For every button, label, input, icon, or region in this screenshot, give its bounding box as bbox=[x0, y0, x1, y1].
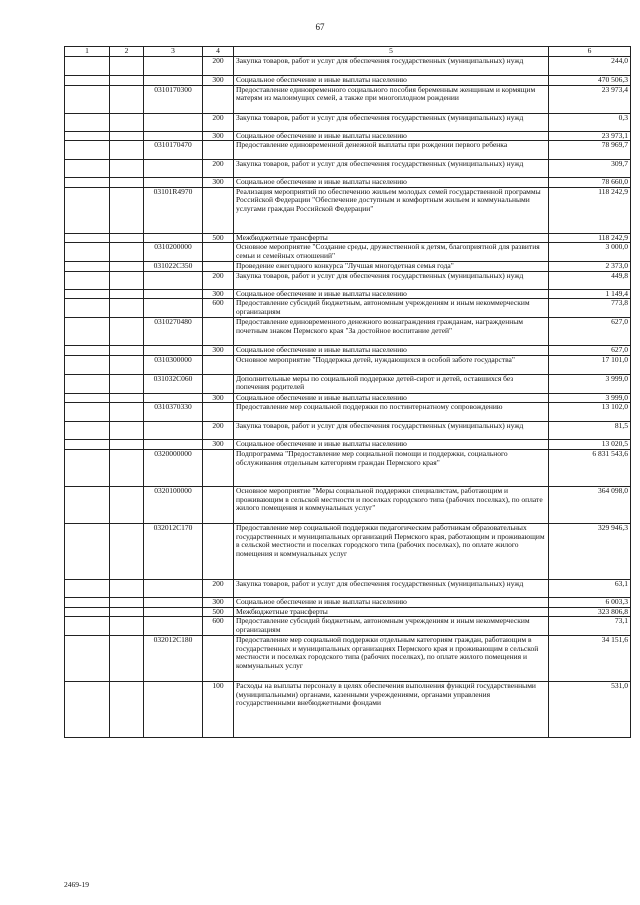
col2-cell bbox=[110, 318, 144, 346]
table-row bbox=[65, 85, 631, 113]
description-cell: Расходы на выплаты персоналу в целях обеспечения выполнения функций государственными (муниципальными) органами, казенными учреждениями, органами управления государственными внебюджетными фондами bbox=[234, 682, 549, 738]
amount-cell: 23 973,1 bbox=[549, 131, 631, 141]
table-row bbox=[65, 636, 631, 682]
amount-cell: 0,3 bbox=[549, 113, 631, 131]
expense-type-cell: 200 bbox=[203, 57, 234, 76]
code-cell bbox=[144, 617, 203, 636]
description-cell: Предоставление единовременного социального пособия беременным женщинам и кормящим матерям из малоимущих семей, а также при многоплодном рождении bbox=[234, 85, 549, 113]
col1-cell bbox=[65, 57, 110, 76]
amount-cell: 81,5 bbox=[549, 422, 631, 440]
expense-type-cell bbox=[203, 318, 234, 346]
code-cell: 0310300000 bbox=[144, 355, 203, 374]
table-row bbox=[65, 393, 631, 403]
code-cell bbox=[144, 299, 203, 318]
table-row bbox=[65, 617, 631, 636]
expense-type-cell: 200 bbox=[203, 580, 234, 598]
code-cell: 032012С180 bbox=[144, 636, 203, 682]
expense-type-cell: 300 bbox=[203, 76, 234, 86]
description-cell: Предоставление субсидий бюджетным, автономным учреждениям и иным некоммерческим организациям bbox=[234, 299, 549, 318]
expense-type-cell: 200 bbox=[203, 422, 234, 440]
col2-cell bbox=[110, 440, 144, 450]
header-cell: 3 bbox=[144, 47, 203, 57]
col1-cell bbox=[65, 607, 110, 617]
expense-type-cell bbox=[203, 487, 234, 524]
col2-cell bbox=[110, 524, 144, 580]
code-cell bbox=[144, 598, 203, 608]
description-cell: Предоставление единовременного денежного вознаграждения гражданам, награжденным почетным знаком Пермского края "За достойное воспитание детей" bbox=[234, 318, 549, 346]
col2-cell bbox=[110, 403, 144, 422]
description-cell: Предоставление субсидий бюджетным, автономным учреждениям и иным некоммерческим организациям bbox=[234, 617, 549, 636]
code-cell: 0310370330 bbox=[144, 403, 203, 422]
expense-type-cell bbox=[203, 355, 234, 374]
code-cell: 0320000000 bbox=[144, 450, 203, 487]
amount-cell: 627,0 bbox=[549, 318, 631, 346]
description-cell: Закупка товаров, работ и услуг для обеспечения государственных (муниципальных) нужд bbox=[234, 580, 549, 598]
description-cell: Социальное обеспечение и иные выплаты населению bbox=[234, 76, 549, 86]
description-cell: Социальное обеспечение и иные выплаты населению bbox=[234, 598, 549, 608]
amount-cell: 17 101,0 bbox=[549, 355, 631, 374]
expense-type-cell: 300 bbox=[203, 346, 234, 356]
code-cell bbox=[144, 346, 203, 356]
col2-cell bbox=[110, 374, 144, 393]
table-row bbox=[65, 403, 631, 422]
header-cell: 6 bbox=[549, 47, 631, 57]
table-header-row bbox=[65, 47, 631, 57]
col2-cell bbox=[110, 289, 144, 299]
code-cell: 0310170300 bbox=[144, 85, 203, 113]
code-cell bbox=[144, 160, 203, 178]
code-cell bbox=[144, 289, 203, 299]
amount-cell: 470 506,3 bbox=[549, 76, 631, 86]
description-cell: Закупка товаров, работ и услуг для обеспечения государственных (муниципальных) нужд bbox=[234, 113, 549, 131]
expense-type-cell: 600 bbox=[203, 299, 234, 318]
col2-cell bbox=[110, 422, 144, 440]
table-row bbox=[65, 178, 631, 188]
code-cell: 03101R4970 bbox=[144, 187, 203, 233]
amount-cell: 3 000,0 bbox=[549, 243, 631, 262]
amount-cell: 449,8 bbox=[549, 271, 631, 289]
col1-cell bbox=[65, 178, 110, 188]
col2-cell bbox=[110, 487, 144, 524]
col2-cell bbox=[110, 607, 144, 617]
page-number: 67 bbox=[315, 22, 325, 32]
description-cell: Основное мероприятие "Меры социальной поддержки специалистам, работающим и проживающим в сельской местности и поселках городского типа (рабочих поселках), по оплате жилого помещения и коммунальных услуг" bbox=[234, 487, 549, 524]
amount-cell: 323 806,8 bbox=[549, 607, 631, 617]
table-row bbox=[65, 243, 631, 262]
table-row bbox=[65, 440, 631, 450]
description-cell: Социальное обеспечение и иные выплаты населению bbox=[234, 393, 549, 403]
expense-type-cell bbox=[203, 243, 234, 262]
table-row bbox=[65, 160, 631, 178]
code-cell: 031032С060 bbox=[144, 374, 203, 393]
col2-cell bbox=[110, 393, 144, 403]
col2-cell bbox=[110, 598, 144, 608]
amount-cell: 3 999,0 bbox=[549, 393, 631, 403]
code-cell: 0310270480 bbox=[144, 318, 203, 346]
col2-cell bbox=[110, 262, 144, 272]
code-cell bbox=[144, 607, 203, 617]
col2-cell bbox=[110, 113, 144, 131]
col1-cell bbox=[65, 85, 110, 113]
amount-cell: 13 020,5 bbox=[549, 440, 631, 450]
budget-table bbox=[64, 46, 631, 738]
description-cell: Социальное обеспечение и иные выплаты населению bbox=[234, 289, 549, 299]
col2-cell bbox=[110, 187, 144, 233]
code-cell bbox=[144, 393, 203, 403]
col2-cell bbox=[110, 450, 144, 487]
table-row bbox=[65, 299, 631, 318]
col1-cell bbox=[65, 355, 110, 374]
expense-type-cell bbox=[203, 187, 234, 233]
code-cell bbox=[144, 113, 203, 131]
table-row bbox=[65, 607, 631, 617]
description-cell: Межбюджетные трансферты bbox=[234, 607, 549, 617]
table-row bbox=[65, 57, 631, 76]
table-row bbox=[65, 524, 631, 580]
header-cell: 4 bbox=[203, 47, 234, 57]
col1-cell bbox=[65, 346, 110, 356]
code-cell bbox=[144, 76, 203, 86]
expense-type-cell bbox=[203, 85, 234, 113]
header-cell: 2 bbox=[110, 47, 144, 57]
col2-cell bbox=[110, 57, 144, 76]
amount-cell: 6 003,3 bbox=[549, 598, 631, 608]
code-cell bbox=[144, 178, 203, 188]
description-cell: Реализация мероприятий по обеспечению жильем молодых семей государственной программы Российской Федерации "Обеспечение доступным и комфортным жильем и коммунальными услугами граждан Российской Федерации" bbox=[234, 187, 549, 233]
col1-cell bbox=[65, 450, 110, 487]
col1-cell bbox=[65, 598, 110, 608]
description-cell: Закупка товаров, работ и услуг для обеспечения государственных (муниципальных) нужд bbox=[234, 57, 549, 76]
col2-cell bbox=[110, 131, 144, 141]
expense-type-cell bbox=[203, 524, 234, 580]
col2-cell bbox=[110, 141, 144, 160]
amount-cell: 6 831 543,6 bbox=[549, 450, 631, 487]
expense-type-cell: 200 bbox=[203, 271, 234, 289]
table-row bbox=[65, 355, 631, 374]
col1-cell bbox=[65, 289, 110, 299]
expense-type-cell bbox=[203, 141, 234, 160]
table-row bbox=[65, 682, 631, 738]
footer-code: 2469-19 bbox=[64, 880, 89, 889]
col2-cell bbox=[110, 178, 144, 188]
amount-cell: 329 946,3 bbox=[549, 524, 631, 580]
code-cell bbox=[144, 233, 203, 243]
expense-type-cell: 300 bbox=[203, 131, 234, 141]
amount-cell: 3 999,0 bbox=[549, 374, 631, 393]
amount-cell: 531,0 bbox=[549, 682, 631, 738]
col2-cell bbox=[110, 682, 144, 738]
description-cell: Подпрограмма "Предоставление мер социальной помощи и поддержки, социального обслуживания отдельным категориям граждан Пермского края" bbox=[234, 450, 549, 487]
col1-cell bbox=[65, 524, 110, 580]
table-row bbox=[65, 598, 631, 608]
expense-type-cell: 500 bbox=[203, 233, 234, 243]
amount-cell: 364 098,0 bbox=[549, 487, 631, 524]
col1-cell bbox=[65, 682, 110, 738]
expense-type-cell: 200 bbox=[203, 160, 234, 178]
table-row bbox=[65, 76, 631, 86]
amount-cell: 23 973,4 bbox=[549, 85, 631, 113]
expense-type-cell: 500 bbox=[203, 607, 234, 617]
table-row bbox=[65, 318, 631, 346]
amount-cell: 78 969,7 bbox=[549, 141, 631, 160]
amount-cell: 309,7 bbox=[549, 160, 631, 178]
expense-type-cell: 300 bbox=[203, 289, 234, 299]
expense-type-cell: 100 bbox=[203, 682, 234, 738]
col1-cell bbox=[65, 160, 110, 178]
table-row bbox=[65, 374, 631, 393]
table-row bbox=[65, 141, 631, 160]
expense-type-cell: 300 bbox=[203, 598, 234, 608]
amount-cell: 13 102,0 bbox=[549, 403, 631, 422]
description-cell: Межбюджетные трансферты bbox=[234, 233, 549, 243]
expense-type-cell: 300 bbox=[203, 178, 234, 188]
col1-cell bbox=[65, 131, 110, 141]
table-row bbox=[65, 262, 631, 272]
code-cell bbox=[144, 682, 203, 738]
amount-cell: 244,0 bbox=[549, 57, 631, 76]
amount-cell: 1 149,4 bbox=[549, 289, 631, 299]
description-cell: Основное мероприятие "Создание среды, дружественной к детям, благоприятной для развития семьи и семейных отношений" bbox=[234, 243, 549, 262]
col1-cell bbox=[65, 262, 110, 272]
table-row bbox=[65, 233, 631, 243]
amount-cell: 73,1 bbox=[549, 617, 631, 636]
col2-cell bbox=[110, 346, 144, 356]
col1-cell bbox=[65, 636, 110, 682]
description-cell: Социальное обеспечение и иные выплаты населению bbox=[234, 346, 549, 356]
col1-cell bbox=[65, 487, 110, 524]
description-cell: Предоставление мер социальной поддержки отдельным категориям граждан, работающим в государственных и муниципальных организациях Пермского края и проживающим в сельской местности и поселках городского типа (рабочих поселках), по оплате жилого помещения и коммунальных услуг bbox=[234, 636, 549, 682]
col2-cell bbox=[110, 160, 144, 178]
description-cell: Закупка товаров, работ и услуг для обеспечения государственных (муниципальных) нужд bbox=[234, 160, 549, 178]
table-row bbox=[65, 131, 631, 141]
code-cell bbox=[144, 271, 203, 289]
table-row bbox=[65, 346, 631, 356]
expense-type-cell bbox=[203, 636, 234, 682]
col1-cell bbox=[65, 243, 110, 262]
description-cell: Проведение ежегодного конкурса "Лучшая многодетная семья года" bbox=[234, 262, 549, 272]
table-row bbox=[65, 487, 631, 524]
expense-type-cell bbox=[203, 262, 234, 272]
col1-cell bbox=[65, 580, 110, 598]
amount-cell: 78 660,0 bbox=[549, 178, 631, 188]
table-row bbox=[65, 422, 631, 440]
amount-cell: 627,0 bbox=[549, 346, 631, 356]
col1-cell bbox=[65, 233, 110, 243]
amount-cell: 118 242,9 bbox=[549, 233, 631, 243]
description-cell: Социальное обеспечение и иные выплаты населению bbox=[234, 440, 549, 450]
table-row bbox=[65, 187, 631, 233]
col2-cell bbox=[110, 355, 144, 374]
col1-cell bbox=[65, 299, 110, 318]
col1-cell bbox=[65, 271, 110, 289]
description-cell: Предоставление мер социальной поддержки педагогическим работникам образовательных государственных и муниципальных организаций Пермского края, работающим и проживающим в сельской местности и поселках городского типа (рабочих поселках), по оплате жилого помещения и коммунальных услуг bbox=[234, 524, 549, 580]
amount-cell: 2 373,0 bbox=[549, 262, 631, 272]
col2-cell bbox=[110, 617, 144, 636]
col1-cell bbox=[65, 141, 110, 160]
col1-cell bbox=[65, 403, 110, 422]
code-cell bbox=[144, 57, 203, 76]
col2-cell bbox=[110, 243, 144, 262]
table-row bbox=[65, 271, 631, 289]
code-cell bbox=[144, 580, 203, 598]
table-row bbox=[65, 450, 631, 487]
col2-cell bbox=[110, 299, 144, 318]
col2-cell bbox=[110, 233, 144, 243]
col1-cell bbox=[65, 393, 110, 403]
expense-type-cell: 300 bbox=[203, 440, 234, 450]
table-row bbox=[65, 580, 631, 598]
col2-cell bbox=[110, 636, 144, 682]
code-cell: 032012С170 bbox=[144, 524, 203, 580]
col1-cell bbox=[65, 76, 110, 86]
col1-cell bbox=[65, 440, 110, 450]
table-row bbox=[65, 289, 631, 299]
code-cell: 0320100000 bbox=[144, 487, 203, 524]
description-cell: Социальное обеспечение и иные выплаты населению bbox=[234, 131, 549, 141]
col2-cell bbox=[110, 76, 144, 86]
col1-cell bbox=[65, 187, 110, 233]
code-cell: 031022С350 bbox=[144, 262, 203, 272]
col2-cell bbox=[110, 580, 144, 598]
code-cell: 0310200000 bbox=[144, 243, 203, 262]
amount-cell: 118 242,9 bbox=[549, 187, 631, 233]
description-cell: Закупка товаров, работ и услуг для обеспечения государственных (муниципальных) нужд bbox=[234, 271, 549, 289]
expense-type-cell: 300 bbox=[203, 393, 234, 403]
description-cell: Основное мероприятие "Поддержка детей, нуждающихся в особой заботе государства" bbox=[234, 355, 549, 374]
description-cell: Предоставление единовременной денежной выплаты при рождении первого ребенка bbox=[234, 141, 549, 160]
col1-cell bbox=[65, 113, 110, 131]
col2-cell bbox=[110, 271, 144, 289]
code-cell bbox=[144, 131, 203, 141]
expense-type-cell bbox=[203, 374, 234, 393]
col1-cell bbox=[65, 617, 110, 636]
amount-cell: 34 151,6 bbox=[549, 636, 631, 682]
expense-type-cell bbox=[203, 450, 234, 487]
expense-type-cell: 200 bbox=[203, 113, 234, 131]
header-cell: 1 bbox=[65, 47, 110, 57]
col1-cell bbox=[65, 422, 110, 440]
code-cell bbox=[144, 422, 203, 440]
col2-cell bbox=[110, 85, 144, 113]
description-cell: Предоставление мер социальной поддержки по постинтернатному сопровождению bbox=[234, 403, 549, 422]
expense-type-cell: 600 bbox=[203, 617, 234, 636]
expense-type-cell bbox=[203, 403, 234, 422]
col1-cell bbox=[65, 318, 110, 346]
description-cell: Социальное обеспечение и иные выплаты населению bbox=[234, 178, 549, 188]
description-cell: Дополнительные меры по социальной поддержке детей-сирот и детей, оставшихся без попечения родителей bbox=[234, 374, 549, 393]
col1-cell bbox=[65, 374, 110, 393]
code-cell: 0310170470 bbox=[144, 141, 203, 160]
table-row bbox=[65, 113, 631, 131]
code-cell bbox=[144, 440, 203, 450]
amount-cell: 773,8 bbox=[549, 299, 631, 318]
description-cell: Закупка товаров, работ и услуг для обеспечения государственных (муниципальных) нужд bbox=[234, 422, 549, 440]
amount-cell: 63,1 bbox=[549, 580, 631, 598]
header-cell: 5 bbox=[234, 47, 549, 57]
